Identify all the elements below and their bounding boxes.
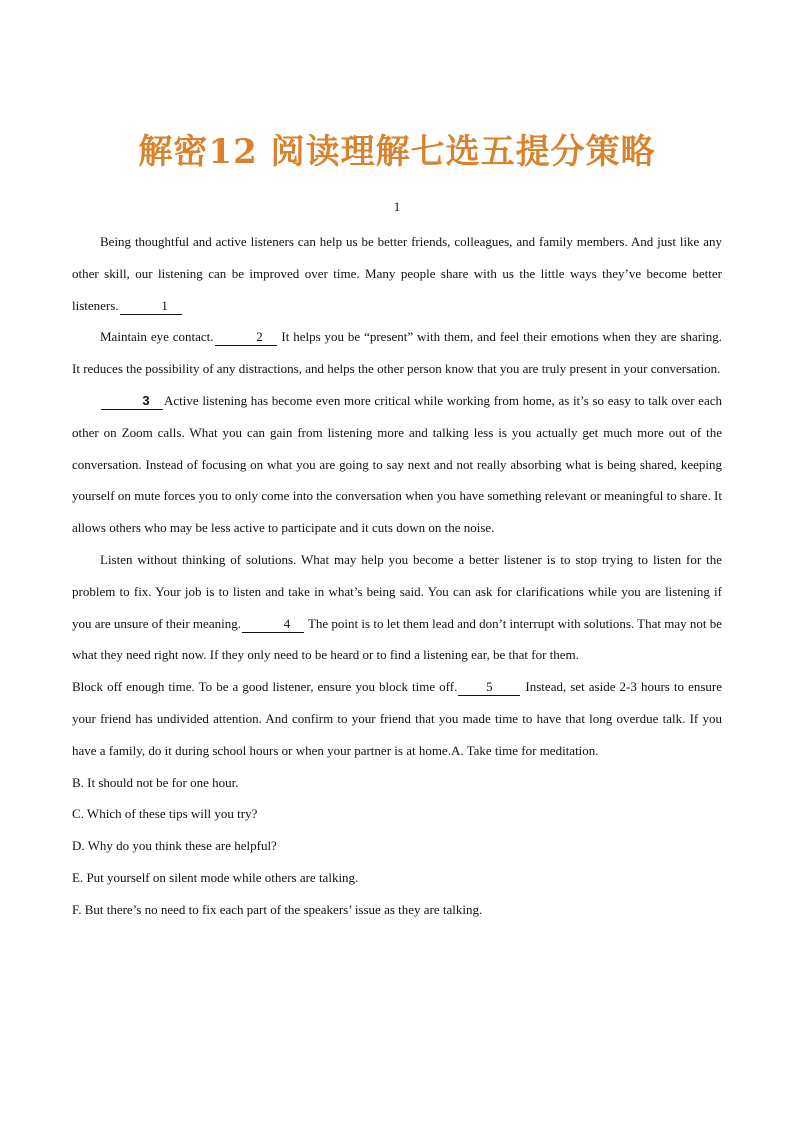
option-f: F. But there’s no need to fix each part of the speakers’ issue as they are talking. xyxy=(72,901,483,917)
paragraph-1-text: Being thoughtful and active listeners can help us be better friends, colleagues, and family members. And just like any other skill, our listening can be improved over time. Many people share with us the little ways they’ve become better listeners. xyxy=(72,234,722,313)
blank-2: 2 xyxy=(215,329,277,346)
paragraph-1 xyxy=(72,226,722,321)
option-b: B. It should not be for one hour. xyxy=(72,774,239,790)
paragraph-3 xyxy=(72,385,722,544)
passage-body xyxy=(72,226,722,926)
paragraph-2 xyxy=(72,321,722,385)
paragraph-4 xyxy=(72,544,722,671)
blank-1: 1 xyxy=(120,298,182,315)
paragraph-3-text: Active listening has become even more critical while working from home, as it’s so easy to talk over each other on Zoom calls. What you can gain from listening more and talking less is you actually get much more out of the conversation. Instead of focusing on what you are going to say next and not really absorbing what is being shared, keeping yourself on mute forces you to only come into the conversation when you have something relevant or meaningful to share. It allows others who may be less active to participate and it cuts down on the noise. xyxy=(72,392,722,536)
option-d: D. Why do you think these are helpful? xyxy=(72,838,277,854)
option-c: C. Which of these tips will you try? xyxy=(72,806,258,822)
paragraph-2-lead: Maintain eye contact. xyxy=(100,329,214,345)
paragraph-5-text: Instead, set aside 2-3 hours to ensure your friend has undivided attention. And confirm to your friend that you made time to have that long overdue talk. If you have a family, do it during school hours or when your partner is at home.A. Take time for meditation. xyxy=(72,679,723,758)
paragraph-4-lead: Listen without thinking of solutions. What may help you become a better listener is to stop trying to listen for the problem to fix. Your job is to listen and take in what’s being said. You can ask for clarifications while you are listening if you are unsure of their meaning. xyxy=(72,551,722,631)
blank-3: 3 xyxy=(101,393,163,410)
paragraph-5 xyxy=(72,671,722,766)
paragraph-5-lead: Block off enough time. To be a good listener, ensure you block time off. xyxy=(72,679,458,695)
paragraph-2-text: It helps you be “present” with them, and feel their emotions when they are sharing. It reduces the possibility of any distractions, and helps the other person know that you are truly present in your conversation. xyxy=(72,329,722,377)
page-title: 解密12 阅读理解七选五提分策略 xyxy=(138,132,656,172)
blank-4: 4 xyxy=(242,616,304,633)
passage-number: 1 xyxy=(393,199,401,214)
option-e: E. Put yourself on silent mode while others are talking. xyxy=(72,869,359,885)
paragraph-4-text: The point is to let them lead and don’t interrupt with solutions. That may not be what they need right now. If they only need to be heard or to find a listening ear, be that for them. xyxy=(72,615,722,663)
blank-5: 5 xyxy=(458,679,520,696)
